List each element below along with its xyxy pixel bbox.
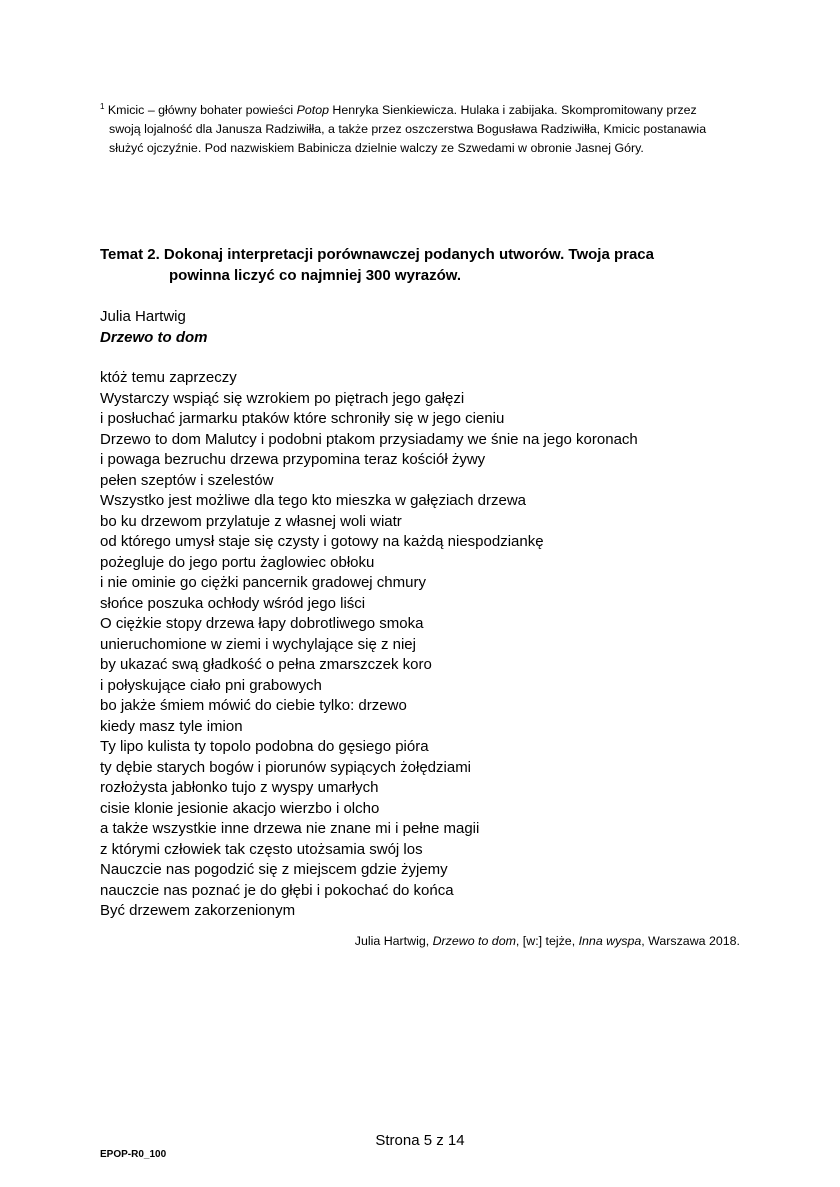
source-poem-title: Drzewo to dom [432, 934, 516, 948]
footnote-line-2: swoją lojalność dla Janusza Radziwiłła, a także przez oszczerstwa Bogusława Radziwiłła, Kmicic postanawia [109, 122, 707, 136]
footnote-text: Henryka Sienkiewicza. Hulaka i zabijaka. Skompromitowany przez [328, 103, 697, 117]
poem-line: i powaga bezruchu drzewa przypomina teraz kościół żywy [100, 451, 486, 468]
poem-line: bo ku drzewom przylatuje z własnej woli wiatr [100, 512, 402, 530]
poem-line: Nauczcie nas pogodzić się z miejscem gdzie żyjemy [100, 861, 448, 878]
footnote-line-1 [100, 97, 740, 120]
poem-line: by ukazać swą gładkość o pełna zmarszczek koro [100, 656, 432, 673]
poem-line: pożegluje do jego portu żaglowiec obłoku [100, 553, 375, 571]
poem-line: O ciężkie stopy drzewa łapy dobrotliwego smoka [100, 615, 424, 632]
poem-line: Wystarczy wspiąć się wzrokiem po piętrach jego gałęzi [100, 389, 465, 407]
poem-line: i nie ominie go ciężki pancernik gradowej chmury [100, 574, 426, 591]
source-author: Julia Hartwig, [354, 934, 433, 948]
poem-line: Być drzewem zakorzenionym [100, 902, 296, 919]
source-book-title: Inna wyspa [578, 934, 642, 948]
poem-line: i posłuchać jarmarku ptaków które schroniły się w jego cieniu [100, 410, 505, 427]
poem-line: ty dębie starych bogów i piorunów sypiących żołędziami [100, 758, 472, 776]
poem-line: bo jakże śmiem mówić do ciebie tylko: drzewo [100, 697, 407, 714]
poem-line: pełen szeptów i szelestów [100, 471, 274, 489]
poem-line: słońce poszuka ochłody wśród jego liści [100, 594, 366, 612]
poem-source [355, 932, 740, 950]
poem-line: od którego umysł staje się czysty i gotowy na każdą niespodziankę [100, 533, 544, 550]
source-text: , Warszawa 2018. [641, 934, 740, 948]
poem-line: z którymi człowiek tak często utożsamia swój los [100, 840, 423, 858]
poem-line: cisie klonie jesionie akacjo wierzbo i olcho [100, 799, 380, 817]
footnote-book-title: Potop [296, 103, 329, 117]
poem-body [100, 368, 638, 922]
poem-line: kiedy masz tyle imion [100, 717, 243, 735]
poem-line: Ty lipo kulista ty topolo podobna do gęsiego pióra [100, 738, 429, 755]
footnote-text: Kmicic – główny bohater powieści [104, 103, 297, 117]
poem-line: któż temu zaprzeczy [100, 369, 237, 386]
page-number: Strona 5 z 14 [375, 1132, 465, 1149]
poem-line: Wszystko jest możliwe dla tego kto mieszka w gałęziach drzewa [100, 492, 526, 509]
exam-code: EPOP-R0_100 [100, 1149, 167, 1160]
poem-line: Drzewo to dom Malutcy i podobni ptakom przysiadamy we śnie na jego koronach [100, 430, 638, 448]
poem-line: i połyskujące ciało pni grabowych [100, 676, 322, 694]
source-text: , [w:] tejże, [515, 934, 579, 948]
footnote-marker: 1 [100, 102, 105, 111]
task-line-2: powinna liczyć co najmniej 300 wyrazów. [169, 267, 462, 284]
poem-line: a także wszystkie inne drzewa nie znane mi i pełne magii [100, 820, 480, 837]
poem-line: rozłożysta jabłonko tujo z wyspy umarłych [100, 779, 379, 796]
poem-title: Drzewo to dom [100, 329, 208, 346]
poem-line: unieruchomione w ziemi i wychylające się z niej [100, 635, 416, 653]
poem-line: nauczcie nas poznać je do głębi i pokochać do końca [100, 881, 454, 899]
footnote [100, 97, 740, 158]
footnote-line-3: służyć ojczyźnie. Pod nazwiskiem Babinicza dzielnie walczy ze Szwedami w obronie Jasnej Góry. [109, 141, 644, 155]
task-heading [100, 244, 654, 286]
task-line-1: Temat 2. Dokonaj interpretacji porównawczej podanych utworów. Twoja praca [100, 246, 654, 263]
poem-author: Julia Hartwig [100, 308, 186, 325]
